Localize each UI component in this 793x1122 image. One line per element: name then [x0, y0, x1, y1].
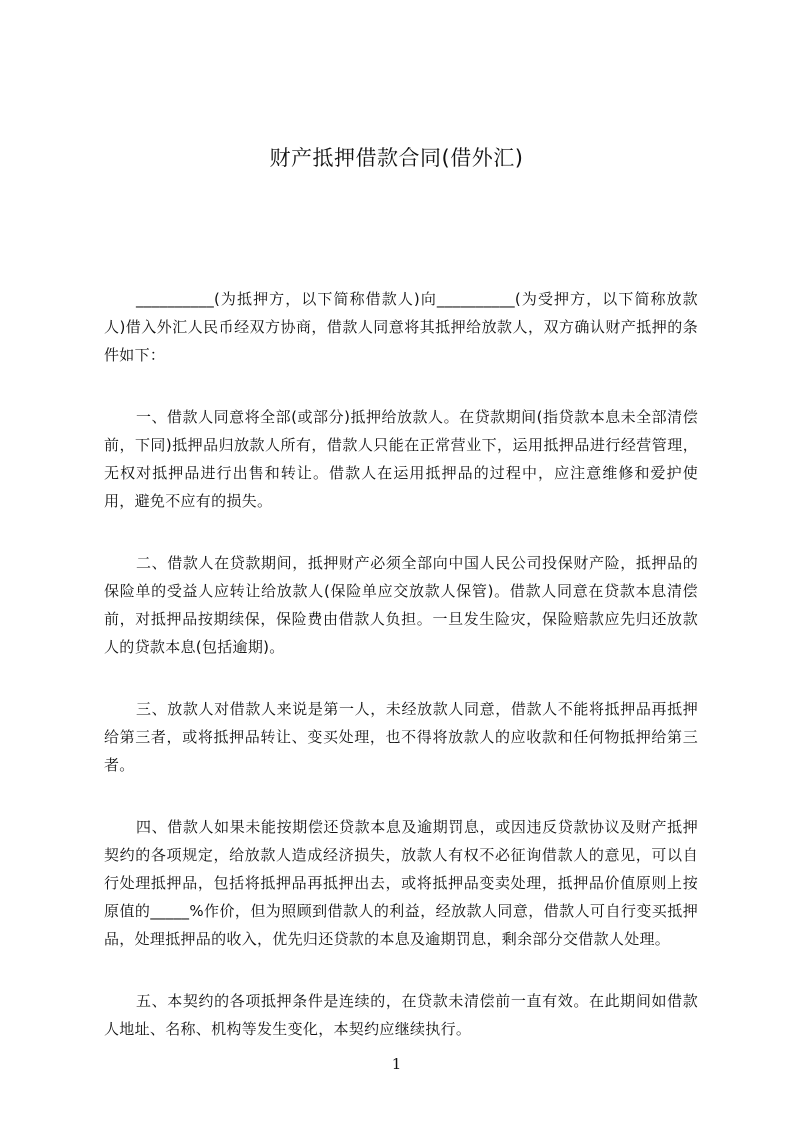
paragraph-clause-1: 一、借款人同意将全部(或部分)抵押给放款人。在贷款期间(指贷款本息未全部清偿前，下同)抵押品归放款人所有，借款人只能在正常营业下，运用抵押品进行经营管理，无权对抵押品进行出售和转让。借款人在运用抵押品的过程中，应注意维修和爱护使用，避免不应有的损失。	[104, 408, 698, 510]
paragraph-intro: __________(为抵押方，以下简称借款人)向__________(为受押方，以下简称放款人)借入外汇人民币经双方协商，借款人同意将其抵押给放款人，双方确认财产抵押的条件如下：	[104, 290, 698, 364]
page-number: 1	[391, 1055, 402, 1073]
document-body	[104, 285, 698, 1043]
paragraph-spacer	[104, 953, 698, 987]
paragraph-spacer	[104, 369, 698, 403]
paragraph-clause-5: 五、本契约的各项抵押条件是连续的，在贷款未清偿前一直有效。在此期间如借款人地址、名称、机构等发生变化，本契约应继续执行。	[104, 992, 698, 1038]
document-title: 财产抵押借款合同(借外汇)	[269, 146, 524, 170]
paragraph-spacer	[104, 779, 698, 813]
paragraph-clause-4: 四、借款人如果未能按期偿还贷款本息及逾期罚息，或因违反贷款协议及财产抵押契约的各项规定，给放款人造成经济损失，放款人有权不必征询借款人的意见，可以自行处理抵押品，包括将抵押品再抵押出去，或将抵押品变卖处理，抵押品价值原则上按原值的_____%作价，但为照顾到借款人的利益，经放款人同意，借款人可自行变买抵押品，处理抵押品的收入，优先归还贷款的本息及逾期罚息，剩余部分交借款人处理。	[104, 818, 698, 948]
paragraph-spacer	[104, 661, 698, 695]
paragraph-spacer	[104, 515, 698, 549]
paragraph-clause-2: 二、借款人在贷款期间，抵押财产必须全部向中国人民公司投保财产险，抵押品的保险单的受益人应转让给放款人(保险单应交放款人保管)。借款人同意在贷款本息清偿前，对抵押品按期续保，保险费由借款人负担。一旦发生险灾，保险赔款应先归还放款人的贷款本息(包括逾期)。	[104, 554, 698, 656]
paragraph-clause-3: 三、放款人对借款人来说是第一人，未经放款人同意，借款人不能将抵押品再抵押给第三者，或将抵押品转让、变买处理，也不得将放款人的应收款和任何物抵押给第三者。	[104, 700, 698, 774]
